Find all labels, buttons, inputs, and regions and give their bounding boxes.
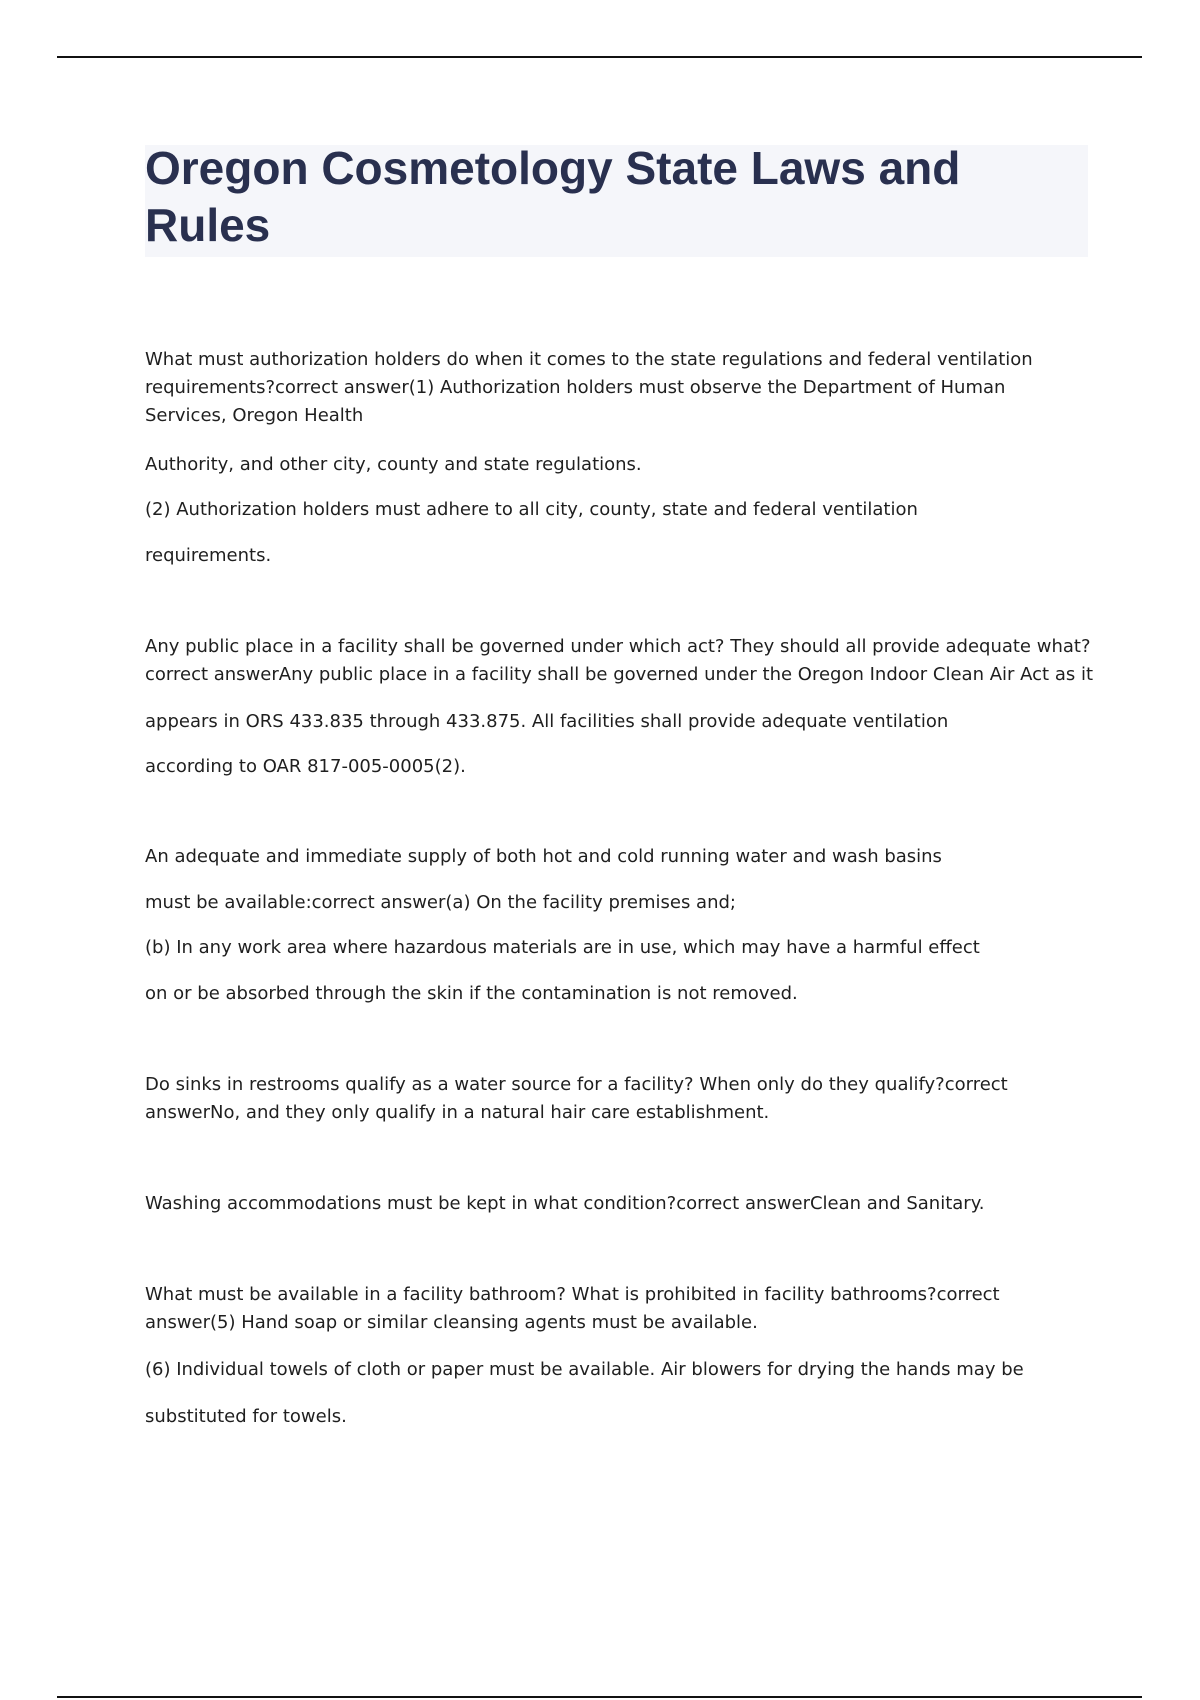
qa-2-line-2: appears in ORS 433.835 through 433.875. All facilities shall provide adequate ventilation: [145, 711, 949, 732]
qa-6-line-1: What must be available in a facility bathroom? What is prohibited in facility bathrooms?correct answer(5) Hand soap or similar cleansing agents must be available.: [145, 1284, 1000, 1333]
qa-3-line-1: An adequate and immediate supply of both hot and cold running water and wash basins: [145, 846, 942, 867]
qa-3-line-2: must be available:correct answer(a) On the facility premises and;: [145, 892, 736, 913]
bottom-rule: [57, 1696, 1142, 1698]
top-rule: [57, 56, 1142, 58]
qa-1-line-1: What must authorization holders do when it comes to the state regulations and federal ventilation requirements?correct answer(1) Authorization holders must observe the Department of Human Services, Oregon Health: [145, 349, 1033, 426]
qa-1-line-2: Authority, and other city, county and state regulations.: [145, 454, 642, 475]
qa-1-line-4: requirements.: [145, 545, 272, 566]
qa-2-line-1: Any public place in a facility shall be governed under which act? They should all provide adequate what? correct answerAny public place in a facility shall be governed under the Oregon Indoor Clean Air Act as it: [145, 636, 1094, 685]
qa-3-line-3: (b) In any work area where hazardous materials are in use, which may have a harmful effect: [145, 937, 980, 958]
qa-1-line-3: (2) Authorization holders must adhere to all city, county, state and federal ventilation: [145, 499, 918, 520]
document-title: Oregon Cosmetology State Laws and Rules: [145, 142, 961, 251]
qa-6-line-3: substituted for towels.: [145, 1406, 347, 1427]
qa-2-line-3: according to OAR 817-005-0005(2).: [145, 756, 466, 777]
qa-4-line-1: Do sinks in restrooms qualify as a water source for a facility? When only do they qualify?correct answerNo, and they only qualify in a natural hair care establishment.: [145, 1074, 1008, 1123]
qa-3-line-4: on or be absorbed through the skin if the contamination is not removed.: [145, 983, 798, 1004]
qa-5-line-1: Washing accommodations must be kept in what condition?correct answerClean and Sanitary.: [145, 1193, 985, 1214]
qa-6-line-2: (6) Individual towels of cloth or paper must be available. Air blowers for drying the hands may be: [145, 1359, 1024, 1380]
